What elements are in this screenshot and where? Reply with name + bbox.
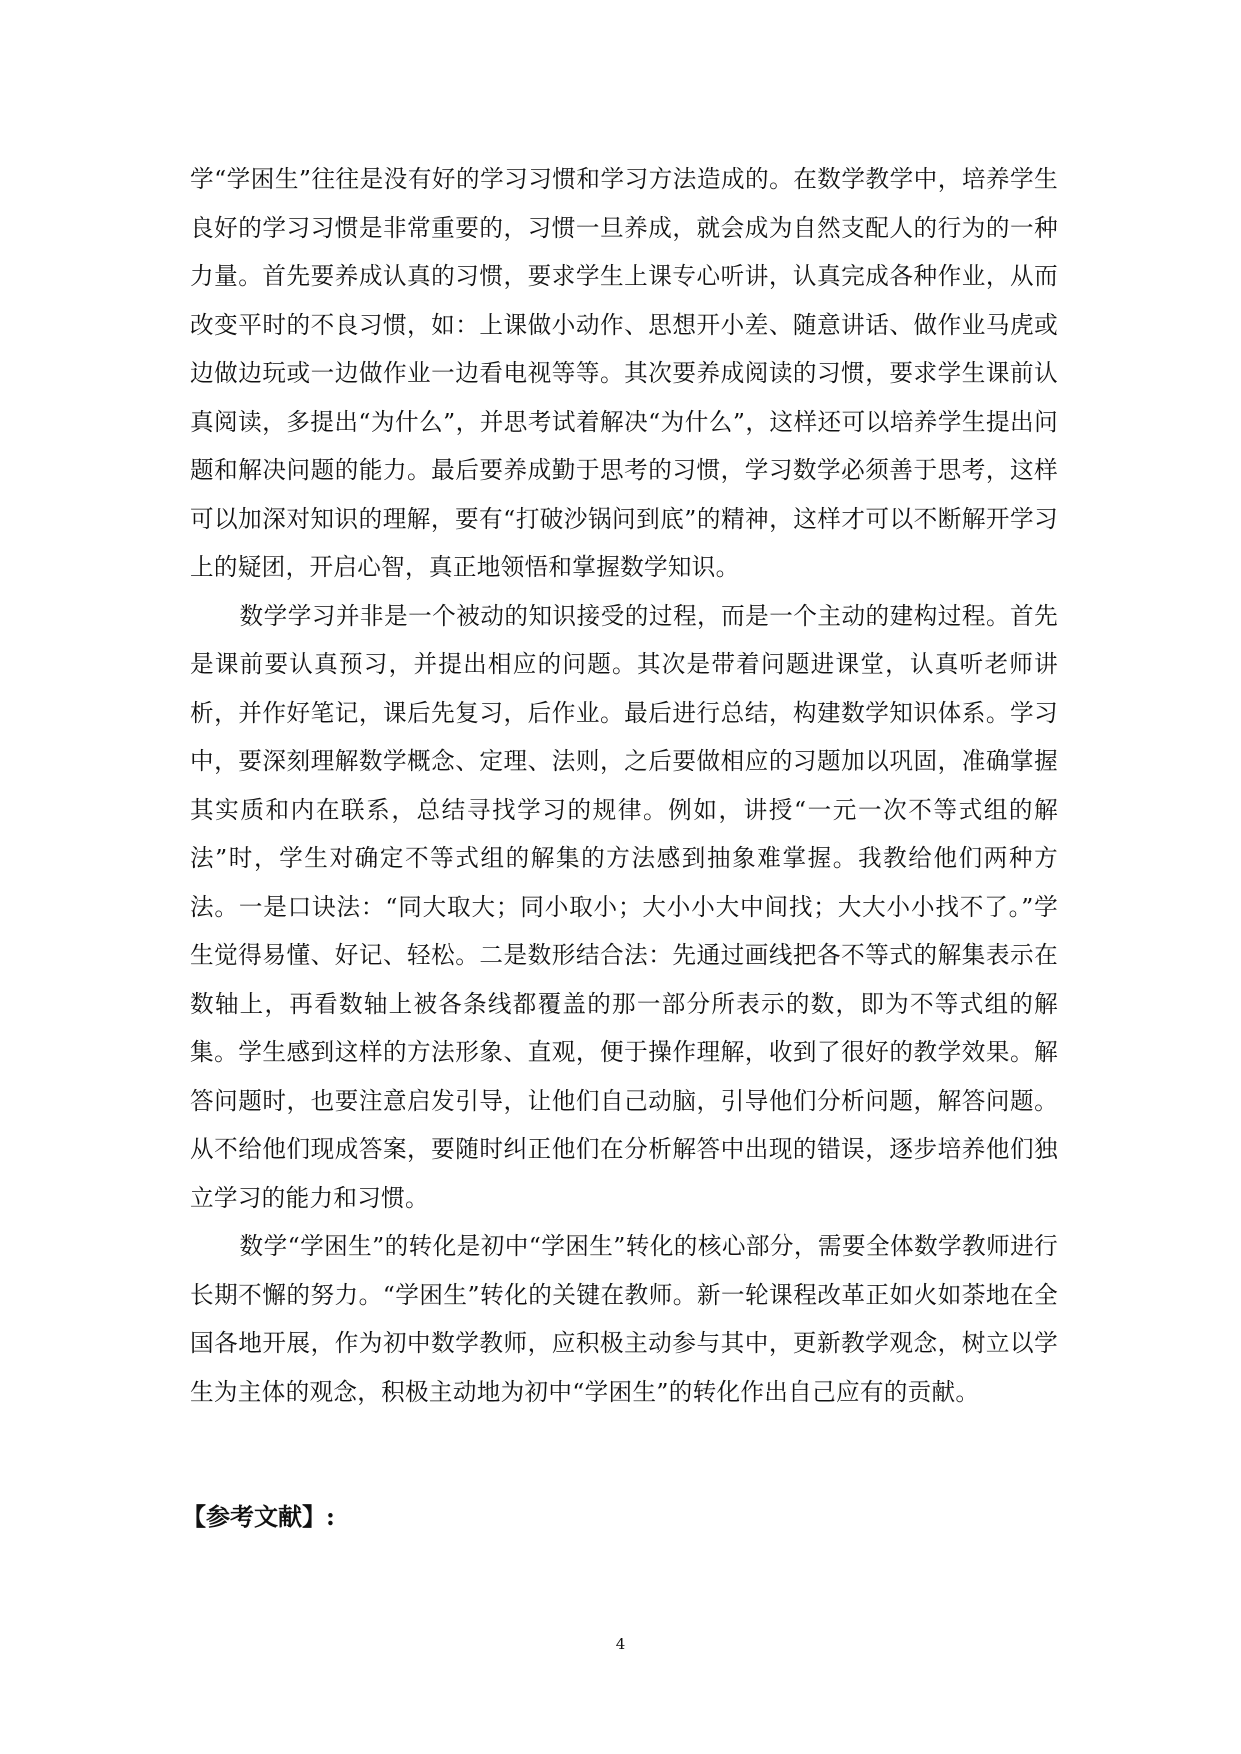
references-heading: 【参考文献】: bbox=[182, 1502, 335, 1531]
paragraph-1: 学“学困生”往往是没有好的学习习惯和学习方法造成的。在数学教学中，培养学生良好的学习习惯是非常重要的，习惯一旦养成，就会成为自然支配人的行为的一种力量。首先要养成认真的习惯，要求学生上课专心听讲，认真完成各种作业，从而改变平时的不良习惯，如：上课做小动作、思想开小差、随意讲话、做作业马虎或边做边玩或一边做作业一边看电视等等。其次要养成阅读的习惯，要求学生课前认真阅读，多提出“为什么”，并思考试着解决“为什么”，这样还可以培养学生提出问题和解决问题的能力。最后要养成勤于思考的习惯，学习数学必须善于思考，这样可以加深对知识的理解，要有“打破沙锅问到底”的精神，这样才可以不断解开学习上的疑团，开启心智，真正地领悟和掌握数学知识。 bbox=[190, 165, 1058, 581]
page-number: 4 bbox=[615, 1635, 626, 1653]
body-text bbox=[190, 155, 1058, 1416]
paragraph-3: 数学“学困生”的转化是初中“学困生”转化的核心部分，需要全体数学教师进行长期不懈的努力。“学困生”转化的关键在教师。新一轮课程改革正如火如荼地在全国各地开展，作为初中数学教师，应积极主动参与其中，更新教学观念，树立以学生为主体的观念，积极主动地为初中“学困生”的转化作出自己应有的贡献。 bbox=[190, 1232, 1058, 1406]
paragraph-2: 数学学习并非是一个被动的知识接受的过程，而是一个主动的建构过程。首先是课前要认真预习，并提出相应的问题。其次是带着问题进课堂，认真听老师讲析，并作好笔记，课后先复习，后作业。最后进行总结，构建数学知识体系。学习中，要深刻理解数学概念、定理、法则，之后要做相应的习题加以巩固，准确掌握其实质和内在联系，总结寻找学习的规律。例如，讲授“一元一次不等式组的解法”时，学生对确定不等式组的解集的方法感到抽象难掌握。我教给他们两种方法。一是口诀法：“同大取大；同小取小；大小小大中间找；大大小小找不了。”学生觉得易懂、好记、轻松。二是数形结合法：先通过画线把各不等式的解集表示在数轴上，再看数轴上被各条线都覆盖的那一部分所表示的数，即为不等式组的解集。学生感到这样的方法形象、直观，便于操作理解，收到了很好的教学效果。解答问题时，也要注意启发引导，让他们自己动脑，引导他们分析问题，解答问题。从不给他们现成答案，要随时纠正他们在分析解答中出现的错误，逐步培养他们独立学习的能力和习惯。 bbox=[190, 601, 1058, 1212]
